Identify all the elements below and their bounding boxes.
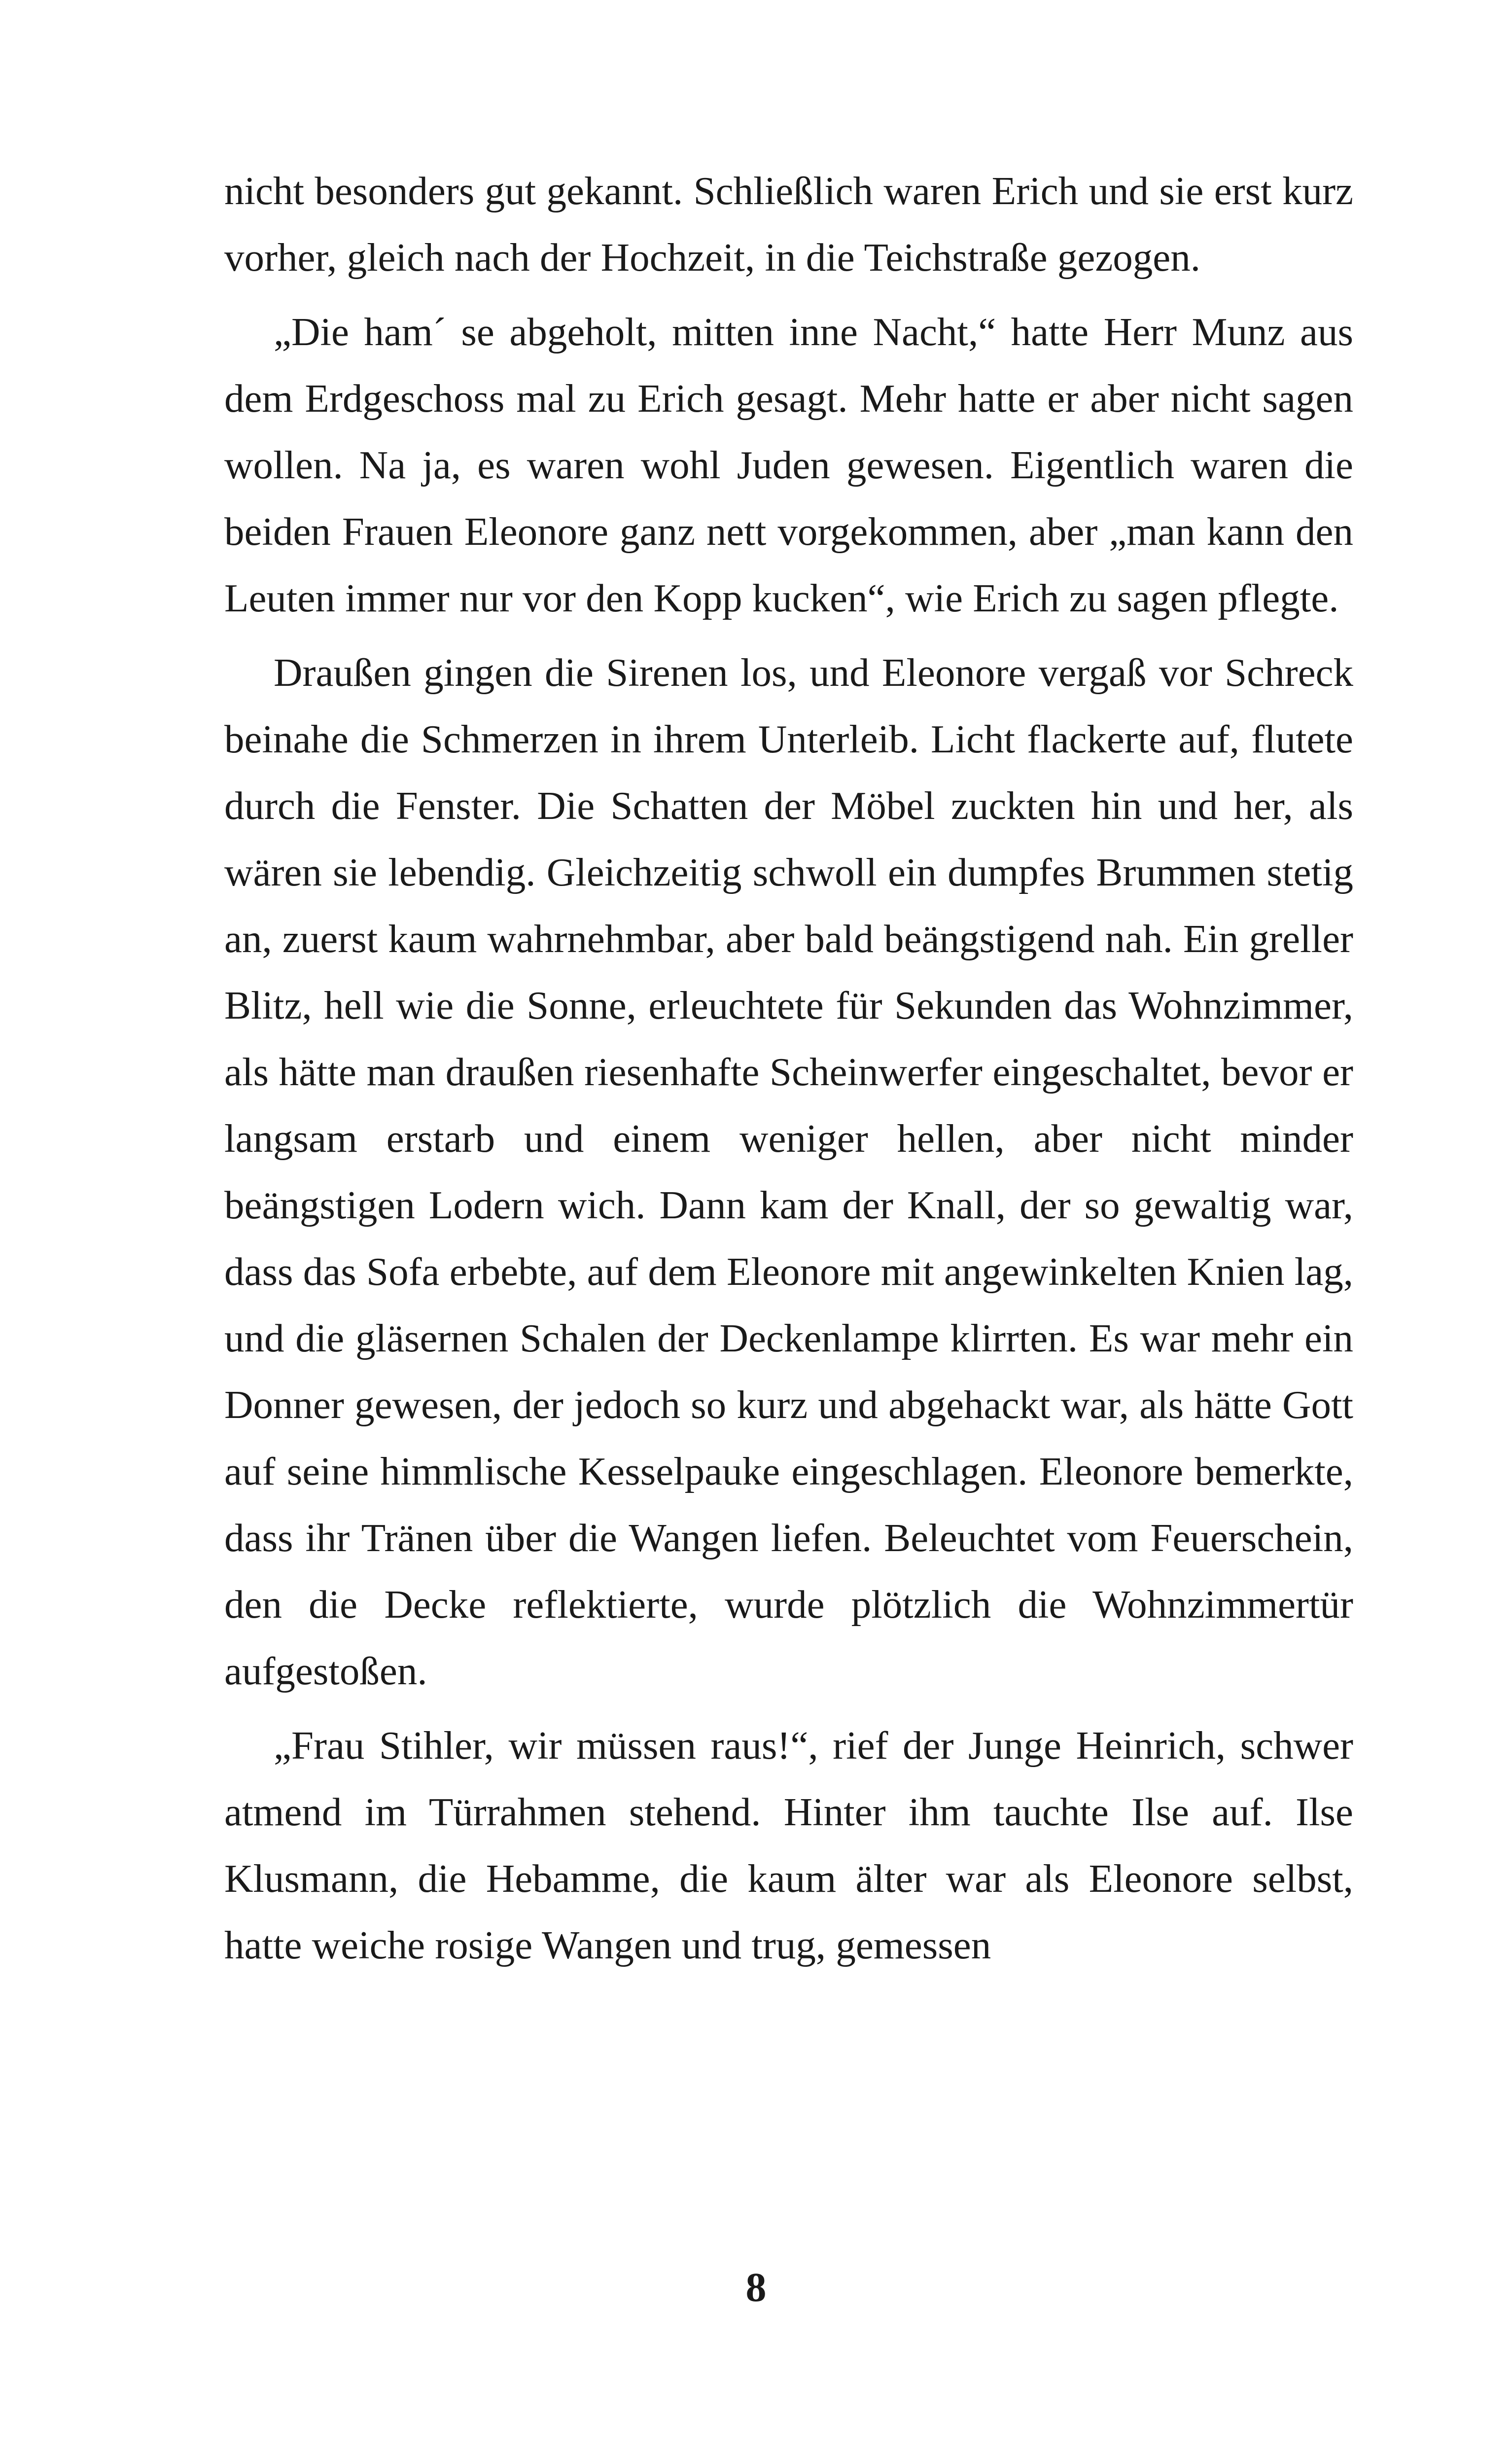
paragraph-continuation: nicht besonders gut gekannt. Schließlich waren Erich und sie erst kurz vorher, gleich nach der Hochzeit, in die Teichstraße gezogen. [224,169,1353,280]
paragraph-sirens: Draußen gingen die Sirenen los, und Eleonore vergaß vor Schreck beinahe die Schmerzen in ihrem Unterleib. Licht flackerte auf, flutete durch die Fenster. Die Schatten der Möbel zuckten hin und her, als wären sie lebendig. Gleichzeitig schwoll ein dumpfes Brummen stetig an, zuerst kaum wahrnehmbar, aber bald beängstigend nah. Ein greller Blitz, hell wie die Sonne, erleuchtete für Sekunden das Wohnzimmer, als hätte man draußen riesenhafte Scheinwerfer eingeschaltet, bevor er langsam erstarb und einem weniger hellen, aber nicht minder beängstigen Lodern wich. Dann kam der Knall, der so gewaltig war, dass das Sofa erbebte, auf dem Eleonore mit angewinkelten Knien lag, und die gläsernen Schalen der Deckenlampe klirrten. Es war mehr ein Donner gewesen, der jedoch so kurz und abgehackt war, als hätte Gott auf seine himmlische Kesselpauke eingeschlagen. Eleonore bemerkte, dass ihr Tränen über die Wangen liefen. Beleuchtet vom Feuerschein, den die Decke reflektierte, wurde plötzlich die Wohnzimmertür aufgestoßen. [224,650,1353,1693]
paragraph-herr-munz: „Die ham´ se abgeholt, mitten inne Nacht,“ hatte Herr Munz aus dem Erdgeschoss mal zu Erich gesagt. Mehr hatte er aber nicht sagen wollen. Na ja, es waren wohl Juden gewesen. Eigentlich waren die beiden Frauen Eleonore ganz nett vorgekommen, aber „man kann den Leuten immer nur vor den Kopp kucken“, wie Erich zu sagen pflegte. [224,310,1353,620]
body-text [224,158,1353,1979]
paragraph-heinrich: „Frau Stihler, wir müssen raus!“, rief der Junge Heinrich, schwer atmend im Türrahmen stehend. Hinter ihm tauchte Ilse auf. Ilse Klusmann, die Hebamme, die kaum älter war als Eleonore selbst, hatte weiche rosige Wangen und trug, gemessen [224,1723,1353,1967]
page-number: 8 [745,2265,767,2310]
